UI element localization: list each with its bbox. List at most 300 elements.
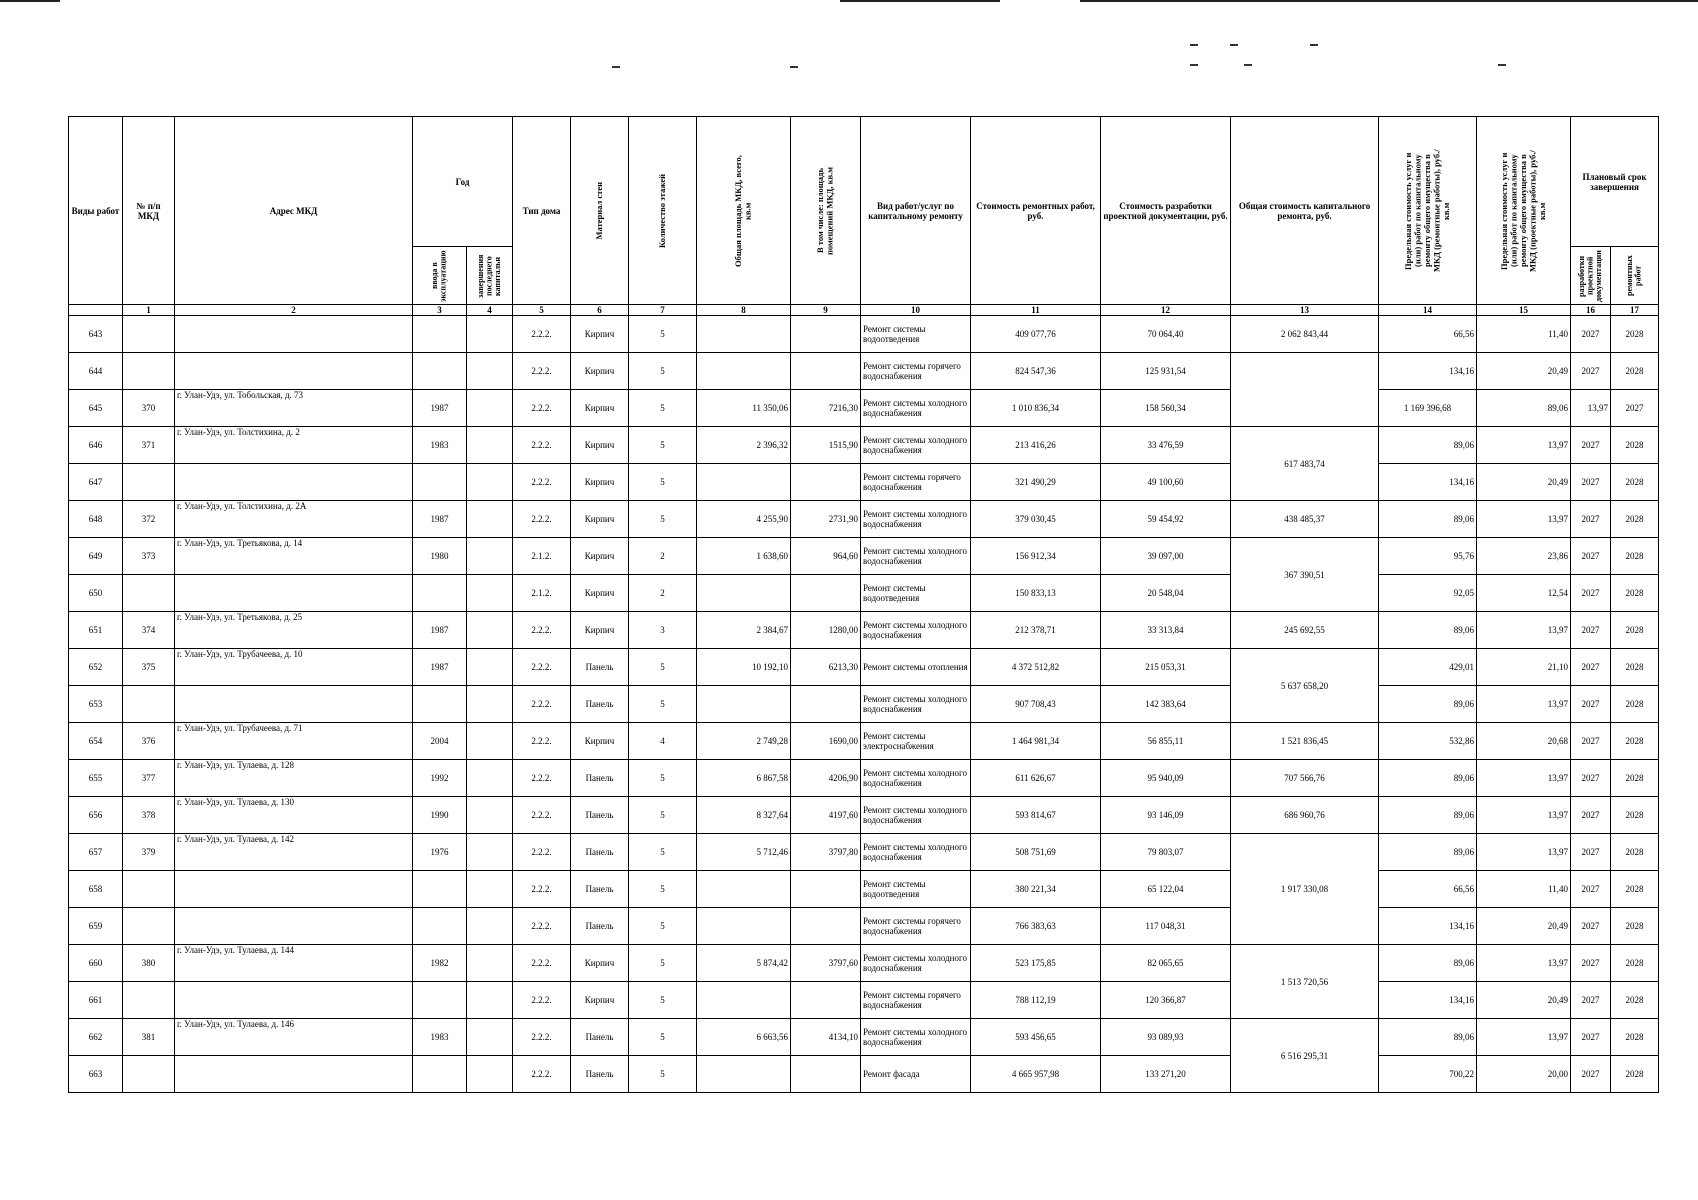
column-numbers-row bbox=[69, 305, 1659, 316]
table-row bbox=[69, 353, 1659, 390]
cell-et: 5 bbox=[629, 797, 697, 834]
cell-et: 5 bbox=[629, 649, 697, 686]
cell-c12: 142 383,64 bbox=[1101, 686, 1231, 723]
cell-c17: 2028 bbox=[1611, 1056, 1659, 1093]
cell-mat: Кирпич bbox=[571, 390, 629, 427]
cell-c12: 93 089,93 bbox=[1101, 1019, 1231, 1056]
cell-c17: 2028 bbox=[1611, 797, 1659, 834]
cell-addr: г. Улан-Удэ, ул. Тобольская, д. 73 bbox=[175, 390, 413, 427]
header-stoimost-rem: Стоимость ремонтных работ, руб. bbox=[971, 117, 1101, 305]
scan-mark bbox=[1310, 44, 1318, 46]
cell-tip: 2.2.2. bbox=[513, 871, 571, 908]
cell-addr bbox=[175, 353, 413, 390]
cell-s1 bbox=[697, 686, 791, 723]
cell-c12: 215 053,31 bbox=[1101, 649, 1231, 686]
cell-y2 bbox=[467, 427, 513, 464]
cell-c15: 13,97 bbox=[1477, 797, 1571, 834]
cell-s1: 5 874,42 bbox=[697, 945, 791, 982]
cell-work: Ремонт системы холодного водоснабжения bbox=[861, 501, 971, 538]
cell-c11: 611 626,67 bbox=[971, 760, 1101, 797]
cell-et: 4 bbox=[629, 723, 697, 760]
cell-mkd: 370 bbox=[123, 390, 175, 427]
cell-mat: Кирпич bbox=[571, 464, 629, 501]
col-number: 11 bbox=[971, 305, 1101, 316]
cell-addr: г. Улан-Удэ, ул. Третьякова, д. 25 bbox=[175, 612, 413, 649]
cell-c14: 89,06 bbox=[1379, 501, 1477, 538]
header-god-vvod bbox=[413, 247, 467, 305]
cell-addr: г. Улан-Удэ, ул. Тулаева, д. 146 bbox=[175, 1019, 413, 1056]
cell-c15: 20,68 bbox=[1477, 723, 1571, 760]
cell-y2 bbox=[467, 538, 513, 575]
cell-s1: 4 255,90 bbox=[697, 501, 791, 538]
header-ploshad-obsh-text: Общая площадь МКД, всего, кв.м bbox=[733, 154, 753, 267]
header-srok-rem-text: ремонтных работ bbox=[1625, 255, 1643, 296]
cell-c11: 907 708,43 bbox=[971, 686, 1101, 723]
cell-c16: 2027 bbox=[1611, 390, 1659, 427]
cell-tip: 2.2.2. bbox=[513, 649, 571, 686]
cell-c12: 133 271,20 bbox=[1101, 1056, 1231, 1093]
cell-c17: 2028 bbox=[1611, 723, 1659, 760]
cell-c13: 438 485,37 bbox=[1231, 501, 1379, 538]
cell-work: Ремонт системы холодного водоснабжения bbox=[861, 760, 971, 797]
cell-mat: Кирпич bbox=[571, 723, 629, 760]
cell-c16: 2027 bbox=[1571, 686, 1611, 723]
cell-mkd: 373 bbox=[123, 538, 175, 575]
cell-c13: 686 960,76 bbox=[1231, 797, 1379, 834]
cell-n: 659 bbox=[69, 908, 123, 945]
cell-c14: 66,56 bbox=[1379, 316, 1477, 353]
cell-c14: 89,06 bbox=[1379, 834, 1477, 871]
cell-y2 bbox=[467, 1019, 513, 1056]
header-god-vvod-text: ввода в эксплуатацию bbox=[430, 249, 448, 302]
cell-et: 5 bbox=[629, 464, 697, 501]
cell-tip: 2.2.2. bbox=[513, 427, 571, 464]
col-number: 10 bbox=[861, 305, 971, 316]
cell-c14: 532,86 bbox=[1379, 723, 1477, 760]
table-body bbox=[69, 316, 1659, 1093]
cell-c11: 766 383,63 bbox=[971, 908, 1101, 945]
cell-mkd: 381 bbox=[123, 1019, 175, 1056]
cell-c15: 11,40 bbox=[1477, 316, 1571, 353]
cell-c13: 245 692,55 bbox=[1231, 612, 1379, 649]
table-row bbox=[69, 501, 1659, 538]
cell-s2 bbox=[791, 464, 861, 501]
cell-c16: 2027 bbox=[1571, 575, 1611, 612]
cell-c16: 2027 bbox=[1571, 908, 1611, 945]
cell-y2 bbox=[467, 908, 513, 945]
cell-c14: 700,22 bbox=[1379, 1056, 1477, 1093]
cell-y1: 1982 bbox=[413, 945, 467, 982]
cell-s1 bbox=[697, 908, 791, 945]
cell-mkd bbox=[123, 686, 175, 723]
scan-mark bbox=[1244, 64, 1252, 66]
cell-mat: Кирпич bbox=[571, 982, 629, 1019]
cell-c16: 2027 bbox=[1571, 612, 1611, 649]
cell-work: Ремонт системы холодного водоснабжения bbox=[861, 1019, 971, 1056]
cell-addr bbox=[175, 316, 413, 353]
cell-s2: 4206,90 bbox=[791, 760, 861, 797]
cell-s2: 3797,60 bbox=[791, 945, 861, 982]
cell-addr: г. Улан-Удэ, ул. Тулаева, д. 128 bbox=[175, 760, 413, 797]
header-stoimost-proekt: Стоимость разработки проектной документации, руб. bbox=[1101, 117, 1231, 305]
cell-c14: 95,76 bbox=[1379, 538, 1477, 575]
cell-c11: 593 456,65 bbox=[971, 1019, 1101, 1056]
cell-y2 bbox=[467, 316, 513, 353]
header-god-zaversh bbox=[467, 247, 513, 305]
cell-c14: 89,06 bbox=[1379, 945, 1477, 982]
cell-c15: 13,97 bbox=[1477, 612, 1571, 649]
cell-s1: 6 867,58 bbox=[697, 760, 791, 797]
cell-addr bbox=[175, 871, 413, 908]
cell-tip: 2.2.2. bbox=[513, 760, 571, 797]
table-row bbox=[69, 723, 1659, 760]
cell-c11: 4 665 957,98 bbox=[971, 1056, 1101, 1093]
cell-tip: 2.2.2. bbox=[513, 945, 571, 982]
cell-y1 bbox=[413, 686, 467, 723]
table-row bbox=[69, 464, 1659, 501]
cell-work: Ремонт системы холодного водоснабжения bbox=[861, 834, 971, 871]
cell-c11: 824 547,36 bbox=[971, 353, 1101, 390]
cell-y2 bbox=[467, 464, 513, 501]
header-srok-proekt bbox=[1571, 247, 1611, 305]
col-number: 7 bbox=[629, 305, 697, 316]
cell-n: 663 bbox=[69, 1056, 123, 1093]
cell-c14: 89,06 bbox=[1477, 390, 1571, 427]
cell-c13: 6 516 295,31 bbox=[1231, 1019, 1379, 1093]
cell-s2 bbox=[791, 1056, 861, 1093]
cell-s2: 4197,60 bbox=[791, 797, 861, 834]
cell-work: Ремонт системы холодного водоснабжения bbox=[861, 427, 971, 464]
cell-y1 bbox=[413, 316, 467, 353]
cell-c13: 1 513 720,56 bbox=[1231, 945, 1379, 1019]
cell-n: 653 bbox=[69, 686, 123, 723]
cell-s2: 1690,00 bbox=[791, 723, 861, 760]
cell-c16: 2027 bbox=[1571, 797, 1611, 834]
cell-et: 5 bbox=[629, 871, 697, 908]
cell-s1: 11 350,06 bbox=[697, 390, 791, 427]
cell-c17: 2028 bbox=[1611, 353, 1659, 390]
cell-c17: 2028 bbox=[1611, 686, 1659, 723]
cell-c17: 2028 bbox=[1611, 464, 1659, 501]
header-srok-rem bbox=[1611, 247, 1659, 305]
table-row bbox=[69, 834, 1659, 871]
cell-c14: 134,16 bbox=[1379, 464, 1477, 501]
capital-repair-table bbox=[68, 116, 1659, 1093]
cell-c15: 13,97 bbox=[1477, 760, 1571, 797]
table-row bbox=[69, 1056, 1659, 1093]
cell-work: Ремонт фасада bbox=[861, 1056, 971, 1093]
header-pred-stoimost-2 bbox=[1477, 117, 1571, 305]
scan-mark bbox=[1190, 64, 1198, 66]
scan-border-line bbox=[1080, 0, 1698, 2]
cell-n: 650 bbox=[69, 575, 123, 612]
cell-c13: 1 169 396,68 bbox=[1379, 390, 1477, 427]
cell-tip: 2.2.2. bbox=[513, 834, 571, 871]
cell-c15: 13,97 bbox=[1571, 390, 1611, 427]
col-number: 2 bbox=[175, 305, 413, 316]
cell-s2: 1515,90 bbox=[791, 427, 861, 464]
cell-et: 5 bbox=[629, 1019, 697, 1056]
cell-et: 5 bbox=[629, 316, 697, 353]
cell-mat: Панель bbox=[571, 1019, 629, 1056]
cell-s2: 7216,30 bbox=[791, 390, 861, 427]
cell-c11: 379 030,45 bbox=[971, 501, 1101, 538]
cell-s1 bbox=[697, 575, 791, 612]
cell-et: 3 bbox=[629, 612, 697, 649]
cell-work: Ремонт системы холодного водоснабжения bbox=[861, 390, 971, 427]
cell-y2 bbox=[467, 612, 513, 649]
cell-n: 645 bbox=[69, 390, 123, 427]
cell-c14: 134,16 bbox=[1379, 908, 1477, 945]
scan-mark bbox=[612, 66, 620, 68]
cell-c15: 13,97 bbox=[1477, 501, 1571, 538]
cell-mkd: 376 bbox=[123, 723, 175, 760]
cell-c13: 2 062 843,44 bbox=[1231, 316, 1379, 353]
cell-s1 bbox=[697, 1056, 791, 1093]
cell-mkd: 372 bbox=[123, 501, 175, 538]
cell-mat: Панель bbox=[571, 871, 629, 908]
col-number: 6 bbox=[571, 305, 629, 316]
cell-mkd: 375 bbox=[123, 649, 175, 686]
cell-c12: 39 097,00 bbox=[1101, 538, 1231, 575]
cell-y2 bbox=[467, 834, 513, 871]
cell-s1: 8 327,64 bbox=[697, 797, 791, 834]
cell-c17: 2028 bbox=[1611, 575, 1659, 612]
cell-c14: 134,16 bbox=[1379, 982, 1477, 1019]
cell-tip: 2.2.2. bbox=[513, 353, 571, 390]
col-number: 4 bbox=[467, 305, 513, 316]
cell-c17: 2028 bbox=[1611, 945, 1659, 982]
cell-c12: 120 366,87 bbox=[1101, 982, 1231, 1019]
cell-c15: 12,54 bbox=[1477, 575, 1571, 612]
cell-mat: Кирпич bbox=[571, 316, 629, 353]
cell-y1 bbox=[413, 908, 467, 945]
cell-s2 bbox=[791, 982, 861, 1019]
col-number: 14 bbox=[1379, 305, 1477, 316]
cell-c14: 89,06 bbox=[1379, 427, 1477, 464]
cell-c14: 89,06 bbox=[1379, 1019, 1477, 1056]
cell-s2 bbox=[791, 316, 861, 353]
cell-s1 bbox=[697, 316, 791, 353]
cell-s2 bbox=[791, 908, 861, 945]
header-god: Год bbox=[413, 117, 513, 247]
cell-n: 646 bbox=[69, 427, 123, 464]
header-tip-doma: Тип дома bbox=[513, 117, 571, 305]
cell-c11: 4 372 512,82 bbox=[971, 649, 1101, 686]
cell-mkd bbox=[123, 316, 175, 353]
cell-addr: г. Улан-Удэ, ул. Тулаева, д. 130 bbox=[175, 797, 413, 834]
header-ploshad-obsh bbox=[697, 117, 791, 305]
cell-c17: 2028 bbox=[1611, 538, 1659, 575]
cell-c12: 158 560,34 bbox=[1101, 390, 1231, 427]
cell-s1: 2 396,32 bbox=[697, 427, 791, 464]
cell-et: 5 bbox=[629, 686, 697, 723]
cell-mat: Панель bbox=[571, 760, 629, 797]
cell-n: 643 bbox=[69, 316, 123, 353]
cell-c12: 79 803,07 bbox=[1101, 834, 1231, 871]
cell-c17: 2028 bbox=[1611, 427, 1659, 464]
cell-c12: 56 855,11 bbox=[1101, 723, 1231, 760]
cell-y1: 1976 bbox=[413, 834, 467, 871]
cell-c15: 20,49 bbox=[1477, 908, 1571, 945]
cell-y1 bbox=[413, 575, 467, 612]
cell-s1 bbox=[697, 464, 791, 501]
cell-addr: г. Улан-Удэ, ул. Трубачеева, д. 10 bbox=[175, 649, 413, 686]
cell-y2 bbox=[467, 575, 513, 612]
cell-s2: 4134,10 bbox=[791, 1019, 861, 1056]
header-ploshad-pom bbox=[791, 117, 861, 305]
cell-mat: Кирпич bbox=[571, 501, 629, 538]
cell-c16: 2027 bbox=[1571, 316, 1611, 353]
header-obsh-stoimost: Общая стоимость капитального ремонта, руб. bbox=[1231, 117, 1379, 305]
header-material-text: Материал стен bbox=[593, 181, 604, 240]
cell-mat: Панель bbox=[571, 649, 629, 686]
cell-c13: 1 521 836,45 bbox=[1231, 723, 1379, 760]
cell-c15: 13,97 bbox=[1477, 1019, 1571, 1056]
cell-y2 bbox=[467, 945, 513, 982]
cell-c13 bbox=[1231, 353, 1379, 427]
table-row bbox=[69, 945, 1659, 982]
cell-c17: 2028 bbox=[1611, 316, 1659, 353]
cell-s2 bbox=[791, 686, 861, 723]
cell-y1 bbox=[413, 982, 467, 1019]
cell-s1 bbox=[697, 871, 791, 908]
cell-y1: 1983 bbox=[413, 427, 467, 464]
cell-mkd bbox=[123, 982, 175, 1019]
cell-y1: 1990 bbox=[413, 797, 467, 834]
cell-tip: 2.2.2. bbox=[513, 390, 571, 427]
cell-mkd: 371 bbox=[123, 427, 175, 464]
cell-y2 bbox=[467, 649, 513, 686]
cell-c17: 2028 bbox=[1611, 982, 1659, 1019]
cell-work: Ремонт системы холодного водоснабжения bbox=[861, 612, 971, 649]
cell-mat: Панель bbox=[571, 834, 629, 871]
cell-c15: 20,49 bbox=[1477, 982, 1571, 1019]
cell-et: 5 bbox=[629, 390, 697, 427]
table-row bbox=[69, 982, 1659, 1019]
cell-addr: г. Улан-Удэ, ул. Третьякова, д. 14 bbox=[175, 538, 413, 575]
cell-et: 2 bbox=[629, 575, 697, 612]
cell-mkd bbox=[123, 464, 175, 501]
cell-c12: 33 476,59 bbox=[1101, 427, 1231, 464]
cell-tip: 2.2.2. bbox=[513, 464, 571, 501]
col-number: 17 bbox=[1611, 305, 1659, 316]
cell-c17: 2028 bbox=[1611, 908, 1659, 945]
cell-et: 5 bbox=[629, 760, 697, 797]
scan-mark bbox=[1230, 44, 1238, 46]
table-row bbox=[69, 797, 1659, 834]
header-srok: Плановый срок завершения bbox=[1571, 117, 1659, 247]
cell-c14: 134,16 bbox=[1379, 353, 1477, 390]
cell-y1: 1983 bbox=[413, 1019, 467, 1056]
cell-tip: 2.2.2. bbox=[513, 908, 571, 945]
cell-n: 649 bbox=[69, 538, 123, 575]
cell-c11: 380 221,34 bbox=[971, 871, 1101, 908]
col-number: 15 bbox=[1477, 305, 1571, 316]
cell-tip: 2.2.2. bbox=[513, 1056, 571, 1093]
table-row bbox=[69, 612, 1659, 649]
cell-c13: 707 566,76 bbox=[1231, 760, 1379, 797]
cell-c16: 2027 bbox=[1571, 982, 1611, 1019]
cell-c14: 89,06 bbox=[1379, 797, 1477, 834]
cell-c16: 2027 bbox=[1571, 501, 1611, 538]
cell-y1: 1987 bbox=[413, 501, 467, 538]
cell-y1: 1987 bbox=[413, 649, 467, 686]
cell-n: 662 bbox=[69, 1019, 123, 1056]
col-number bbox=[69, 305, 123, 316]
cell-mkd: 378 bbox=[123, 797, 175, 834]
cell-s1: 2 749,28 bbox=[697, 723, 791, 760]
cell-c16: 2027 bbox=[1571, 1056, 1611, 1093]
cell-addr bbox=[175, 575, 413, 612]
cell-mat: Панель bbox=[571, 1056, 629, 1093]
cell-mat: Кирпич bbox=[571, 427, 629, 464]
cell-mat: Кирпич bbox=[571, 945, 629, 982]
cell-c15: 13,97 bbox=[1477, 686, 1571, 723]
cell-c14: 89,06 bbox=[1379, 686, 1477, 723]
header-pred-stoimost-1 bbox=[1379, 117, 1477, 305]
cell-et: 5 bbox=[629, 427, 697, 464]
cell-et: 5 bbox=[629, 982, 697, 1019]
cell-c17: 2028 bbox=[1611, 649, 1659, 686]
cell-y2 bbox=[467, 501, 513, 538]
cell-c16: 2027 bbox=[1571, 353, 1611, 390]
cell-n: 652 bbox=[69, 649, 123, 686]
cell-c15: 20,00 bbox=[1477, 1056, 1571, 1093]
cell-c12: 93 146,09 bbox=[1101, 797, 1231, 834]
cell-n: 661 bbox=[69, 982, 123, 1019]
table-row bbox=[69, 649, 1659, 686]
cell-work: Ремонт системы холодного водоснабжения bbox=[861, 686, 971, 723]
cell-c12: 117 048,31 bbox=[1101, 908, 1231, 945]
cell-c15: 23,86 bbox=[1477, 538, 1571, 575]
cell-s1 bbox=[697, 353, 791, 390]
cell-c14: 89,06 bbox=[1379, 760, 1477, 797]
cell-tip: 2.2.2. bbox=[513, 686, 571, 723]
table-row bbox=[69, 390, 1659, 427]
table-row bbox=[69, 908, 1659, 945]
col-number: 3 bbox=[413, 305, 467, 316]
cell-c12: 33 313,84 bbox=[1101, 612, 1231, 649]
cell-c16: 2027 bbox=[1571, 834, 1611, 871]
cell-tip: 2.2.2. bbox=[513, 982, 571, 1019]
cell-s1: 5 712,46 bbox=[697, 834, 791, 871]
cell-work: Ремонт системы горячего водоснабжения bbox=[861, 908, 971, 945]
cell-c11: 523 175,85 bbox=[971, 945, 1101, 982]
cell-c16: 2027 bbox=[1571, 871, 1611, 908]
cell-mkd: 374 bbox=[123, 612, 175, 649]
cell-c11: 593 814,67 bbox=[971, 797, 1101, 834]
cell-mat: Панель bbox=[571, 797, 629, 834]
cell-tip: 2.2.2. bbox=[513, 612, 571, 649]
table-row bbox=[69, 686, 1659, 723]
cell-s1: 2 384,67 bbox=[697, 612, 791, 649]
header-vidy-rabot: Виды работ bbox=[69, 117, 123, 305]
header-etazhi-text: Количество этажей bbox=[656, 173, 667, 248]
cell-mat: Панель bbox=[571, 686, 629, 723]
header-nomer-mkd: № п/п МКД bbox=[123, 117, 175, 305]
cell-y1: 1987 bbox=[413, 390, 467, 427]
header-adres: Адрес МКД bbox=[175, 117, 413, 305]
table-row bbox=[69, 538, 1659, 575]
cell-y2 bbox=[467, 1056, 513, 1093]
cell-work: Ремонт системы горячего водоснабжения bbox=[861, 353, 971, 390]
cell-addr bbox=[175, 686, 413, 723]
cell-c15: 13,97 bbox=[1477, 945, 1571, 982]
cell-c12: 65 122,04 bbox=[1101, 871, 1231, 908]
cell-s2: 6213,30 bbox=[791, 649, 861, 686]
table-row bbox=[69, 316, 1659, 353]
